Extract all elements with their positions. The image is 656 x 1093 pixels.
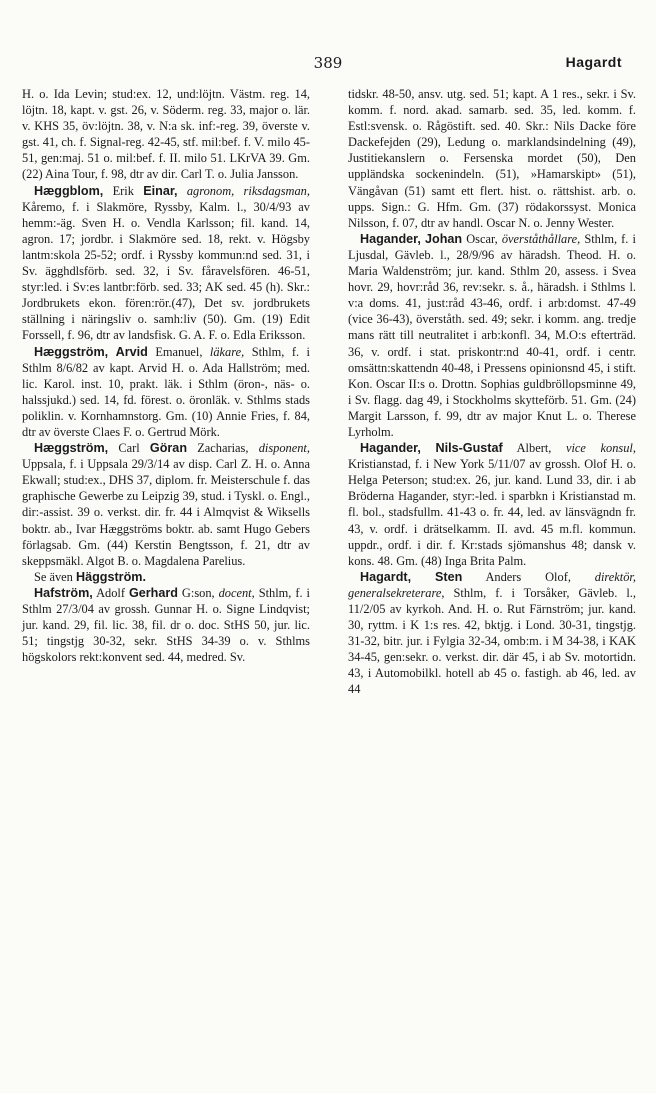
entry-text: Uppsala, f. i Uppsala 29/3/14 av disp. Carl Z. H. o. Anna Ekwall; stud:ex., DHS 37, diplom. fr. Meisterschule f. das graphische Gewerbe zu Leipzig 39, stud. i Tyskl. o. Engl., dir:-assist. 39 o. verkst. dir. fr. 44 i Almqvist & Wiksells boktr. ab., Ivar Hæggströms boktr. ab. samt Hugo Gebers förlagsab. Gm. (44) Kerstin Bengtsson, f. 21, dtr av skeppsmäkl. Algot B. o. Magdalena Parelius. — [22, 457, 310, 568]
entry-occupation: disponent, — [258, 441, 310, 456]
page-number: 389 — [313, 54, 343, 72]
biography-entry — [348, 440, 636, 569]
biography-entry — [22, 440, 310, 569]
entry-given-post: Albert, — [516, 441, 552, 456]
continuation-text: tidskr. 48-50, ansv. utg. sed. 51; kapt. A 1 res., sekr. i Sv. komm. f. nord. akad. samarb. sed. 35, led. komm. f. Estl:svensk. o. Rågöstift. sed. 40. Skr.: Nils Dacke före Dackefejden (29), Ledung o. marklandsindelning (49), Justitiekanslern o. Fersenska mordet (50), Den uppländska sockenindeln. (51), »Hamarskipt» (51), Vängåvan (51) samt ett flert. hist. o. rättshist. arb. o. upps. Sign.: G. Hfm. Gm. (37) rödakorssyst. Monica Nilsson, f. 07, dtr av handl. Oscar N. o. Jenny Wester. — [348, 87, 636, 230]
entry-given-name: Nils-Gustaf — [435, 441, 503, 456]
entry-surname: Hagander, — [360, 441, 421, 456]
biography-entry — [22, 183, 310, 344]
entry-given-name: Gerhard — [128, 585, 178, 600]
entry-given-post: G:son, — [181, 585, 215, 600]
entry-occupation: överståthållare, — [501, 231, 581, 246]
entry-occupation: läkare, — [209, 344, 245, 359]
entry-text: Sthlm, f. i Sthlm 27/3/04 av grossh. Gunnar H. o. Signe Lindqvist; jur. kand. 29, fil. lic. 38, fil. dr o. doc. StHS 50, jur. lic. 51; tingstjg 30-32, sekr. StHS 34-39 o. v. Sthlms högskolors rekt:konvent sed. 44, medred. Sv. — [22, 585, 310, 665]
running-head: Hagardt — [565, 54, 622, 70]
left-column — [22, 86, 310, 665]
entry-given-name: Göran — [149, 441, 188, 456]
biography-entry — [22, 585, 310, 665]
entry-occupation: vice konsul, — [565, 441, 636, 456]
biography-entry — [348, 569, 636, 698]
entry-surname: Hæggström, — [34, 344, 109, 359]
entry-text: Sthlm, f. i Torsåker, Gävleb. l., 11/2/05 av kyrkoh. And. H. o. Rut Färnström; jur. kand. 30, ryttm. i K 1:s res. 42, bktjg. i Lond. 30-31, tingstjg. 31-32, bitr. jur. i Fylgia 32-34, omb:m. i M 34-38, i KAK 34-45, gen:sekr. o. verkst. dir. där 45, i ab Sv. motortidn. 43, i Automobilkl. hotell ab 45 o. fastigh. ab 46, led. av 44 — [348, 585, 637, 697]
entry-text: Sthlm, f. i Sthlm 8/6/82 av kapt. Arvid H. o. Ada Hallström; med. lic. Karol. inst. 10, prakt. läk. i Sthlm (öron-, näs- o. halssjukd.) sed. 14, fd. förest. o. öronläk. v. Sthlms stads poliklin. v. Kornhamnstorg. Gm. (10) Annie Fries, f. 84, dtr av överste Claes F. o. Gertrud Mörk. — [22, 344, 310, 439]
entry-given-post: Anders Olof, — [485, 569, 571, 584]
entry-occupation: docent, — [218, 585, 255, 600]
see-also-name: Häggström. — [76, 569, 146, 584]
entry-text: Kristianstad, f. i New York 5/11/07 av grossh. Olof H. o. Helga Peterson; stud:ex. 26, jur. kand. Lund 33, dir. i ab Bröderna Hagander, styr:-led. i sparbkn i Kristianstad m. fl. bol., stadsfullm. 41-43 o. fr. 44, led. av länsvägndn fr. 43, v. ordf. i drätselkamm. II. avd. 45 m.fl. kommun. uppdr., ordf. i dir. f. Kr:stads sjömanshus 48; dansk v. kons. 48. Gm. (48) Inga Brita Palm. — [348, 457, 636, 568]
entry-given-pre: Erik — [112, 183, 134, 198]
entry-occupation: agronom, riksdagsman, — [186, 183, 310, 198]
entry-given-name: Arvid — [115, 344, 148, 359]
biography-entry — [348, 231, 636, 440]
entry-given-pre: Carl — [118, 441, 140, 456]
entry-surname: Hagardt, — [360, 569, 412, 584]
entry-surname: Hagander, — [360, 231, 421, 246]
entry-surname: Hæggström, — [34, 441, 109, 456]
right-column — [348, 86, 636, 698]
see-also-reference — [22, 569, 310, 585]
entry-occupation: direktör, generalsekreterare, — [348, 569, 636, 600]
biography-entry — [22, 344, 310, 441]
entry-surname: Hæggblom, — [34, 183, 104, 198]
entry-text: Sthlm, f. i Ljusdal, Gävleb. l., 28/9/96 av häradsh. Theod. H. o. Maria Waldenström; jur. kand. Sthlm 20, assess. i Svea hovr. 29, hovr:råd 36, rev:sekr. s. å., häradsh. i Sthlms l. v:a doms. 41, just:råd 43-46, ordf. i arb:domst. 47-49 (vice 36-43), överståth. sed. 49; sekr. i komm. ang. tredje mans rätt till neutralitet i arb:konfl. 34, M.O:s efterträd. 36, v. ordf. i stat. priskontr:nd 40-41, ordf. i centr. omsättn:skattendn 40-48, i Pressens opinionsnd 45, i stift. Kon. Oscar II:s o. Drottn. Sophias guldbröllopsminne 49, i Sv. flagg. dag 49, i Stockholms skytteförb. 51. Gm. (24) Margit Larsson, f. 99, dtr av major Knut L. o. Therese Lyrholm. — [348, 231, 636, 439]
see-also-prefix: Se även — [34, 569, 73, 584]
continuation-text: H. o. Ida Levin; stud:ex. 12, und:löjtn. Västm. reg. 14, löjtn. 18, kapt. v. gst. 26, v. Söderm. reg. 33, major o. lär. v. KHS 35, öv:löjtn. 38, v. N:a sk. inf:-reg. 39, överste v. gst. 41, ch. f. Signal-reg. 42-45, stf. mil:bef. f. V. milo 45-51, gen:maj. 51 o. mil:bef. f. II. milo 51. LKrVA 39. Gm. (22) Aina Tour, f. 98, dtr av dir. Carl T. o. Julia Jansson. — [22, 87, 310, 182]
entry-surname: Hafström, — [34, 585, 93, 600]
entry-given-name: Sten — [434, 569, 463, 584]
entry-given-post: Zacharias, — [197, 441, 249, 456]
entry-given-name: Johan — [425, 231, 463, 246]
entry-text: Kåremo, f. i Slakmöre, Ryssby, Kalm. l., 30/4/93 av hemm:-äg. Sven H. o. Vendla Karlsson; fil. kand. 14, agron. 17; jordbr. i Slakmöre sed. 18, rekt. v. Högsby lantm:skola 25-52; ordf. i Ryssby kommun:nd sed. 31, i Sv. ägghdlsförb. sed. 32, i Sv. fåravelsfören. 46-51, styr:led. i Sv:es lantbr:förb. sed. 33; AK sed. 45 (h). Skr.: Jordbrukets ekon. fören:rör.(47), Det sv. jordbrukets ställning i näringsliv o. samh:liv (50). Gm. (19) Edit Forssell, f. 96, dtr av landsfisk. G. A. F. o. Edla Eriksson. — [22, 199, 310, 343]
entry-given-pre: Adolf — [96, 585, 125, 600]
entry-given-name: Einar, — [143, 183, 178, 198]
entry-given-post: Emanuel, — [155, 344, 203, 359]
entry-given-post: Oscar, — [466, 231, 498, 246]
